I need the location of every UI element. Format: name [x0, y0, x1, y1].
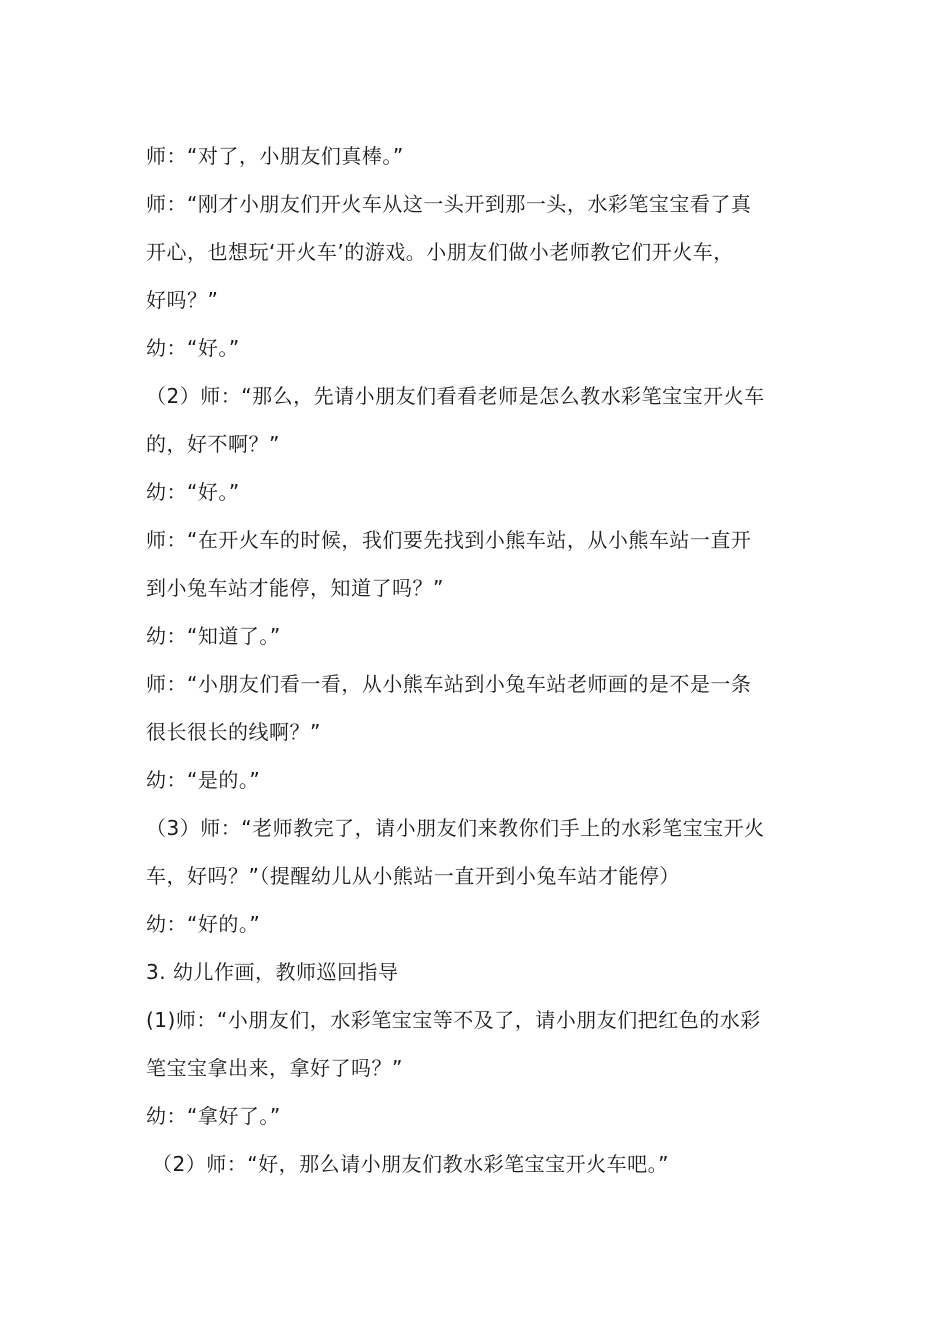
text-line: 师：“对了，小朋友们真棒。” — [146, 144, 404, 168]
section-heading: 3. 幼儿作画，教师巡回指导 — [146, 960, 399, 984]
text-line: 的，好不啊？” — [146, 432, 280, 456]
text-line: 幼：“拿好了。” — [146, 1104, 281, 1128]
text-line: 幼：“是的。” — [146, 768, 261, 792]
text-line: （2）师：“那么，先请小朋友们看看老师是怎么教水彩笔宝宝开火车 — [146, 384, 765, 408]
document-body — [146, 138, 826, 1194]
text-line: 幼：“好。” — [146, 336, 240, 360]
text-line: (1)师：“小朋友们，水彩笔宝宝等不及了，请小朋友们把红色的水彩 — [146, 1008, 761, 1032]
text-line: （2）师：“好，那么请小朋友们教水彩笔宝宝开火车吧。” — [152, 1152, 669, 1176]
text-line: （3）师：“老师教完了，请小朋友们来教你们手上的水彩笔宝宝开火 — [146, 816, 765, 840]
text-line: 到小兔车站才能停，知道了吗？” — [146, 576, 444, 600]
text-line: 笔宝宝拿出来，拿好了吗？” — [146, 1056, 403, 1080]
text-line: 幼：“好。” — [146, 480, 240, 504]
text-line: 开心，也想玩‘开火车’的游戏。小朋友们做小老师教它们开火车， — [146, 240, 734, 264]
text-line: 师：“在开火车的时候，我们要先找到小熊车站，从小熊车站一直开 — [146, 528, 752, 552]
text-line: 师：“小朋友们看一看，从小熊车站到小兔车站老师画的是不是一条 — [146, 672, 752, 696]
text-line: 车，好吗？”（提醒幼儿从小熊站一直开到小兔车站才能停） — [146, 864, 680, 888]
text-line: 好吗？” — [146, 288, 219, 312]
text-line: 幼：“好的。” — [146, 912, 261, 936]
text-line: 幼：“知道了。” — [146, 624, 281, 648]
text-line: 师：“刚才小朋友们开火车从这一头开到那一头，水彩笔宝宝看了真 — [146, 192, 752, 216]
text-line: 很长很长的线啊？” — [146, 720, 321, 744]
